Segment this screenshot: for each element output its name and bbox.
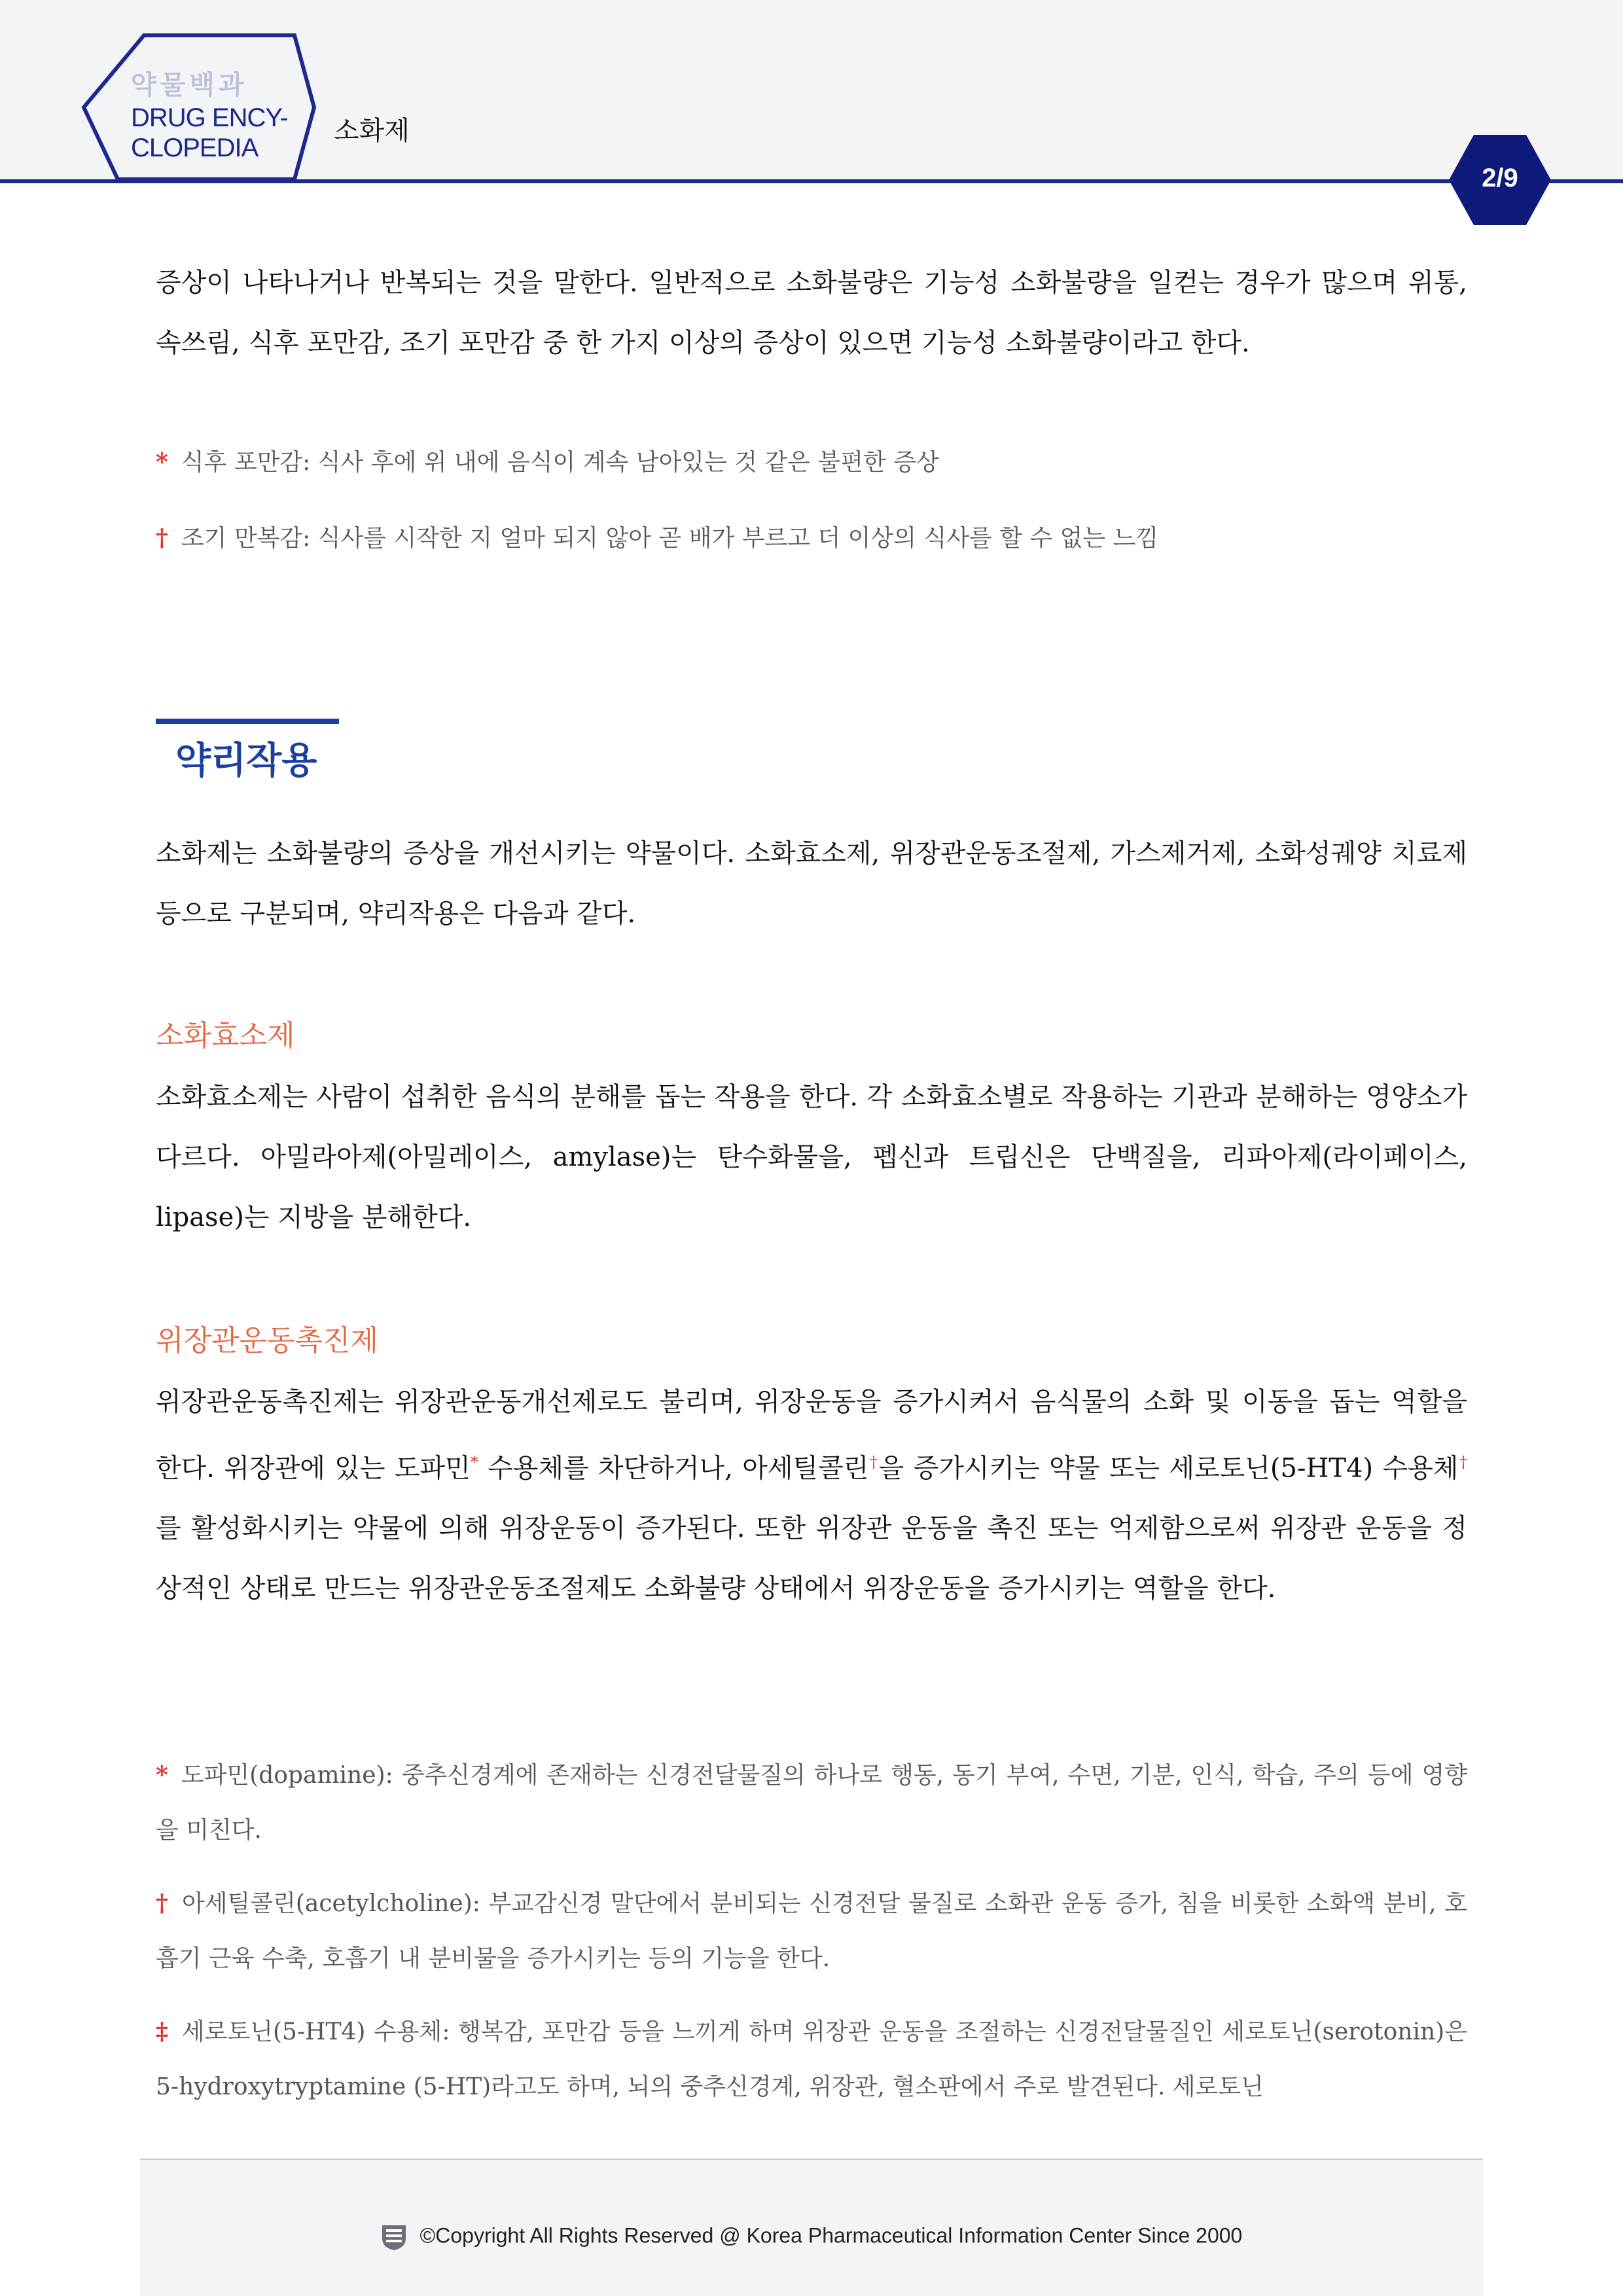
note-mark: * xyxy=(156,1761,168,1789)
intro-paragraph: 증상이 나타나거나 반복되는 것을 말한다. 일반적으로 소화불량은 기능성 소화불량을 일컫는 경우가 많으며 위통, 속쓰림, 식후 포만감, 조기 포만감 중 한 가지 이상의 증상이 있으면 기능성 소화불량이라고 한다. xyxy=(156,268,1467,358)
page-footer xyxy=(140,2160,1483,2296)
brand-logo xyxy=(131,72,301,161)
note-text: 식후 포만감: 식사 후에 위 내에 음식이 계속 남아있는 것 같은 불편한 증상 xyxy=(181,449,939,476)
intro-note-1 xyxy=(156,435,1467,490)
note-text: 도파민(dopamine): 중추신경계에 존재하는 신경전달물질의 하나로 행동, 동기 부여, 수면, 기분, 인식, 학습, 주의 등에 영향을 미친다. xyxy=(156,1762,1467,1844)
paragraph-text: 를 활성화시키는 약물에 의해 위장운동이 증가된다. 또한 위장관 운동을 촉진 또는 억제함으로써 위장관 운동을 정상적인 상태로 만드는 위장관운동조절제도 소화불량 상태에서 위장운동을 증가시키는 역할을 한다. xyxy=(156,1513,1467,1604)
page-number: 2/9 xyxy=(1482,164,1518,192)
note-text: 조기 만복감: 식사를 시작한 지 얼마 되지 않아 곧 배가 부르고 더 이상의 식사를 할 수 없는 느낌 xyxy=(181,525,1159,552)
paragraph-text: 을 증가시키는 약물 또는 세로토닌(5-HT4) 수용체 xyxy=(878,1453,1459,1484)
motility-note-1 xyxy=(156,1748,1467,1858)
section-paragraph: 소화제는 소화불량의 증상을 개선시키는 약물이다. 소화효소제, 위장관운동조절제, 가스제거제, 소화성궤양 치료제 등으로 구분되며, 약리작용은 다음과 같다. xyxy=(156,838,1467,929)
note-text: 아세틸콜린(acetylcholine): 부교감신경 말단에서 분비되는 신경전달 물질로 소화관 운동 증가, 침을 비롯한 소화액 분비, 호흡기 근육 수축, 호흡기 내 분비물을 증가시키는 등의 기능을 한다. xyxy=(156,1890,1467,1972)
note-mark: † xyxy=(156,1890,169,1917)
organization-crest-icon xyxy=(381,2223,407,2251)
note-mark: ‡ xyxy=(156,2018,169,2045)
motility-note-2 xyxy=(156,1876,1467,1986)
note-mark: † xyxy=(156,524,168,552)
logo-english-line1: DRUG ENCY- xyxy=(131,103,288,132)
logo-korean: 약물백과 xyxy=(131,71,248,99)
copyright-text: ©Copyright All Rights Reserved @ Korea Pharmaceutical Information Center Since 2000 xyxy=(419,2223,1243,2248)
subheading-enzyme: 소화효소제 xyxy=(156,1019,295,1052)
enzyme-paragraph: 소화효소제는 사람이 섭취한 음식의 분해를 돕는 작용을 한다. 각 소화효소별로 작용하는 기관과 분해하는 영양소가 다르다. 아밀라아제(아밀레이스, amylase)는 탄수화물을, 펩신과 트립신은 단백질을, 리파아제(라이페이스, lipase)는 지방을 분해한다. xyxy=(156,1082,1467,1232)
page-number-badge xyxy=(1448,134,1552,226)
logo-english-line2: CLOPEDIA xyxy=(131,134,259,162)
section-title: 약리작용 xyxy=(175,740,317,782)
footnote-mark: * xyxy=(470,1453,478,1471)
note-text: 세로토닌(5-HT4) 수용체: 행복감, 포만감 등을 느끼게 하며 위장관 운동을 조절하는 신경전달물질인 세로토닌(serotonin)은 5-hydroxytryptamine (5-HT)라고도 하며, 뇌의 중추신경계, 위장관, 혈소판에서 주로 발견된다. 세로토닌 xyxy=(156,2018,1467,2100)
footer-copyright xyxy=(140,2223,1483,2251)
motility-paragraph xyxy=(156,1372,1467,1619)
intro-note-2 xyxy=(156,511,1467,566)
footnote-mark: † xyxy=(1458,1453,1467,1471)
section-accent-bar xyxy=(156,719,339,724)
paragraph-text: 수용체를 차단하거나, 아세틸콜린 xyxy=(478,1453,869,1484)
note-mark: * xyxy=(156,448,168,476)
subheading-motility: 위장관운동촉진제 xyxy=(156,1324,379,1357)
footnote-mark: † xyxy=(868,1453,879,1471)
motility-note-3 xyxy=(156,2004,1467,2114)
paragraph-text: 위장관운동촉진제는 위장관운동개선제로도 불리며, 위장운동을 증가시켜서 음식물의 소화 및 이동을 돕는 역할을 한다. 위장관에 있는 도파민 xyxy=(156,1387,1467,1484)
category-title: 소화제 xyxy=(334,117,410,145)
